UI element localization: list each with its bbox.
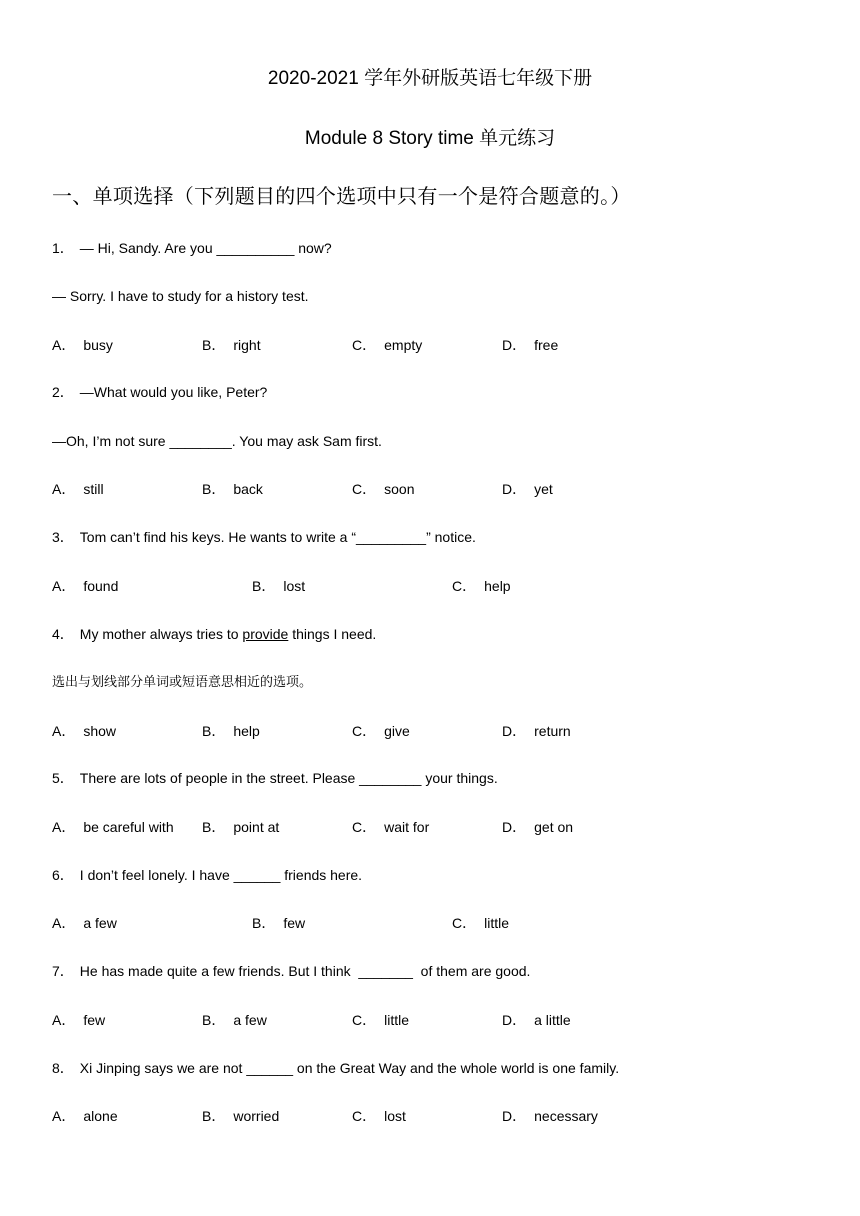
question-6-option-c[interactable] [452,914,509,932]
option-letter: A． [52,578,76,594]
question-8-option-b[interactable] [202,1107,279,1125]
option-text: busy [83,337,113,353]
question-5-option-c[interactable] [352,818,429,836]
option-letter: D． [502,481,527,497]
option-text: help [484,578,511,594]
option-text: give [384,723,410,739]
question-7-option-c[interactable] [352,1011,409,1029]
question-text: There are lots of people in the street. Please ________ your things. [79,770,498,786]
question-3-stem [52,528,476,546]
option-text: empty [384,337,423,353]
option-letter: C． [352,337,377,353]
question-number: 6． [52,867,74,883]
question-3-option-c[interactable] [452,577,511,595]
option-text: worried [233,1108,280,1124]
question-text: He has made quite a few friends. But I think _______ of them are good. [79,963,531,979]
question-7-option-b[interactable] [202,1011,267,1029]
option-letter: A． [52,915,76,931]
option-text: lost [384,1108,406,1124]
question-6-option-b[interactable] [252,914,305,932]
question-1-response: — Sorry. I have to study for a history test. [52,288,309,304]
question-number: 5． [52,770,74,786]
option-text: right [233,337,261,353]
question-5-option-a[interactable] [52,818,174,836]
option-letter: A． [52,481,76,497]
option-letter: B． [252,578,276,594]
option-letter: A． [52,337,76,353]
option-letter: D． [502,723,527,739]
option-letter: D． [502,819,527,835]
option-text: a few [83,915,117,931]
option-letter: D． [502,1108,527,1124]
document-title: 2020-2021 学年外研版英语七年级下册 [267,68,593,89]
option-letter: B． [202,723,226,739]
option-text: found [83,578,119,594]
question-number: 8． [52,1060,74,1076]
option-letter: B． [252,915,276,931]
option-letter: A． [52,819,76,835]
question-1-stem [52,239,332,257]
question-5-stem [52,769,498,787]
question-2-response: —Oh, I’m not sure ________. You may ask Sam first. [52,433,382,449]
option-letter: D． [502,337,527,353]
question-2-stem [52,383,267,401]
question-1-option-c[interactable] [352,336,422,354]
option-text: get on [534,819,574,835]
option-letter: C． [352,819,377,835]
question-number: 1． [52,240,74,256]
question-4-option-d[interactable] [502,722,571,740]
question-text: I don’t feel lonely. I have ______ friends here. [79,867,363,883]
question-8-option-d[interactable] [502,1107,598,1125]
question-text-before: My mother always tries to [79,626,243,642]
question-8-option-c[interactable] [352,1107,406,1125]
option-text: few [283,915,306,931]
question-text: —What would you like, Peter? [79,384,268,400]
question-5-option-b[interactable] [202,818,279,836]
question-number: 4． [52,626,74,642]
question-1-option-a[interactable] [52,336,113,354]
option-text: little [384,1012,410,1028]
question-2-option-a[interactable] [52,480,104,498]
option-letter: A． [52,1108,76,1124]
question-7-option-a[interactable] [52,1011,105,1029]
question-2-option-d[interactable] [502,480,553,498]
option-letter: C． [452,915,477,931]
option-text: soon [384,481,415,497]
question-number: 7． [52,963,74,979]
question-8-stem [52,1059,619,1077]
option-letter: B． [202,481,226,497]
option-text: a little [534,1012,571,1028]
question-1-option-b[interactable] [202,336,261,354]
option-letter: C． [352,481,377,497]
option-letter: C． [352,1012,377,1028]
question-4-option-a[interactable] [52,722,116,740]
question-number: 2． [52,384,74,400]
question-number: 3． [52,529,74,545]
question-5-option-d[interactable] [502,818,573,836]
question-4-option-c[interactable] [352,722,410,740]
question-3-option-b[interactable] [252,577,305,595]
option-letter: D． [502,1012,527,1028]
option-text: wait for [384,819,430,835]
option-text: help [233,723,260,739]
option-letter: B． [202,1108,226,1124]
option-letter: A． [52,723,76,739]
option-letter: C． [352,723,377,739]
question-6-option-a[interactable] [52,914,117,932]
question-8-option-a[interactable] [52,1107,118,1125]
option-text: a few [233,1012,267,1028]
option-letter: A． [52,1012,76,1028]
option-text: back [233,481,263,497]
option-text: show [83,723,117,739]
underlined-word: provide [242,626,289,642]
option-text: necessary [534,1108,598,1124]
question-4-stem [52,625,376,643]
question-text-after: things I need. [288,626,377,642]
section-heading: 一、单项选择（下列题目的四个选项中只有一个是符合题意的。） [52,184,631,208]
question-1-option-d[interactable] [502,336,558,354]
option-text: be careful with [83,819,174,835]
question-3-option-a[interactable] [52,577,118,595]
option-letter: B． [202,1012,226,1028]
question-text: Tom can’t find his keys. He wants to write a “_________” notice. [79,529,476,545]
option-letter: B． [202,337,226,353]
option-text: point at [233,819,280,835]
question-4-option-b[interactable] [202,722,260,740]
option-letter: C． [452,578,477,594]
option-text: free [534,337,559,353]
question-2-option-c[interactable] [352,480,414,498]
question-text: Xi Jinping says we are not ______ on the Great Way and the whole world is one family. [79,1060,620,1076]
option-letter: B． [202,819,226,835]
option-text: return [534,723,571,739]
option-text: alone [83,1108,118,1124]
question-text: — Hi, Sandy. Are you __________ now? [79,240,332,256]
question-2-option-b[interactable] [202,480,263,498]
option-text: lost [283,578,306,594]
question-7-stem [52,962,530,980]
question-6-stem [52,866,362,884]
option-letter: C． [352,1108,377,1124]
question-4-instruction: 选出与划线部分单词或短语意思相近的选项。 [52,675,313,690]
option-text: yet [534,481,553,497]
option-text: few [83,1012,106,1028]
option-text: still [83,481,104,497]
question-7-option-d[interactable] [502,1011,571,1029]
document-subtitle: Module 8 Story time 单元练习 [304,128,556,149]
option-text: little [484,915,510,931]
